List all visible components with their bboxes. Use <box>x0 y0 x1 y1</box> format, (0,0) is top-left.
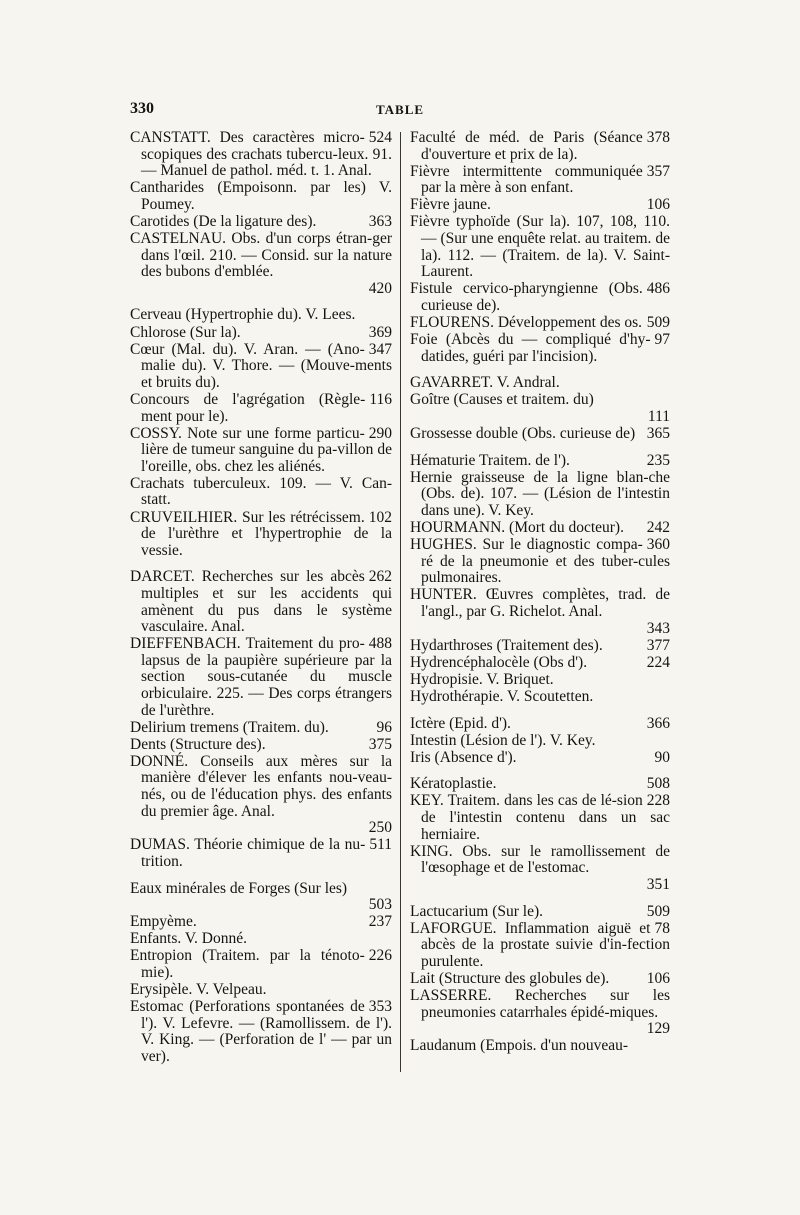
entry-text: Carotides (De la ligature des). <box>130 212 317 230</box>
entry-text: Chlorose (Sur la). <box>130 323 241 341</box>
index-entry <box>410 520 670 537</box>
entry-text: Hématurie Traitem. de l'). <box>410 451 570 469</box>
index-entry <box>410 638 670 655</box>
entry-text: Intestin (Lésion de l'). V. Key. <box>410 731 596 749</box>
entry-text: Ictère (Epid. d'). <box>410 714 511 732</box>
entry-text: Hydarthroses (Traitement des). <box>410 636 603 654</box>
entry-page-ref: 262 <box>368 568 392 586</box>
entry-page-ref: 420 <box>368 279 392 297</box>
entry-page-ref: 235 <box>646 451 670 469</box>
entry-text: Dents (Structure des). <box>130 735 266 753</box>
index-column-left <box>130 130 392 1080</box>
index-entry <box>410 733 670 750</box>
entry-text: Hydrothérapie. V. Scoutetten. <box>410 688 594 705</box>
entry-page-ref: 486 <box>646 280 670 298</box>
index-entry <box>130 180 392 213</box>
page-header <box>130 100 670 122</box>
entry-text: Delirium tremens (Traitem. du). <box>130 718 329 736</box>
entry-text: HUNTER. Œuvres complètes, trad. de l'angl., par G. Richelot. Anal. <box>410 586 670 621</box>
entry-text: CANSTATT. Des caractères micro-scopiques des crachats tubercu-leux. 91. — Manuel de pathol. méd. t. 1. Anal. <box>130 130 392 180</box>
index-entry <box>410 971 670 988</box>
entry-page-ref: 290 <box>368 424 392 442</box>
entry-text: Estomac (Perforations spontanées de l'). V. Lefevre. — (Ramollissem. de l'). V. King. — (Perforation de l' — par un ver). <box>130 998 392 1065</box>
entry-text: Crachats tuberculeux. 109. — V. Can-statt. <box>130 474 392 509</box>
entry-text: Fièvre intermittente communiquée par la mère à son enfant. <box>410 162 643 197</box>
entry-page-ref: 366 <box>646 714 670 732</box>
index-entry <box>410 470 670 520</box>
entry-page-ref: 503 <box>368 896 392 914</box>
entry-page-ref: 524 <box>368 130 392 146</box>
entry-text: Cantharides (Empoisonn. par les) V. Poumey. <box>130 179 392 213</box>
entry-page-ref: 102 <box>368 508 392 526</box>
index-entry <box>130 982 392 999</box>
entry-page-ref: 347 <box>368 340 392 358</box>
index-entry <box>130 914 392 931</box>
index-entry <box>130 754 392 837</box>
entry-page-ref: 508 <box>646 775 670 793</box>
entry-text: Cœur (Mal. du). V. Aran. — (Ano-malie du). V. Thore. — (Mouve-ments et bruits du). <box>130 340 392 391</box>
index-entry <box>410 844 670 894</box>
index-entry <box>410 587 670 637</box>
entry-page-ref: 357 <box>646 162 670 180</box>
entry-page-ref: 377 <box>646 636 670 654</box>
entry-text: Iris (Absence d'). <box>410 748 517 766</box>
entry-text: CASTELNAU. Obs. d'un corps étran-ger dans l'œil. 210. — Consid. sur la nature des bubons d'emblée. <box>130 230 392 281</box>
entry-page-ref: 363 <box>368 212 392 230</box>
entry-page-ref: 237 <box>368 913 392 931</box>
index-entry <box>130 307 392 324</box>
index-entry <box>410 1038 670 1055</box>
index-entry <box>130 720 392 737</box>
index-entry <box>410 392 670 425</box>
entry-text: KING. Obs. sur le ramollissement de l'œsophage et de l'estomac. <box>410 842 670 877</box>
index-entry <box>410 689 670 706</box>
index-column-right <box>410 130 670 1080</box>
index-entry <box>410 750 670 767</box>
entry-page-ref: 129 <box>646 1020 670 1038</box>
index-entry <box>410 197 670 214</box>
entry-text: Erysipèle. V. Velpeau. <box>130 981 267 999</box>
entry-text: Hernie graisseuse de la ligne blan-che (Obs. de). 107. — (Lésion de l'intestin dans une). V. Key. <box>410 468 670 519</box>
index-entry <box>410 281 670 314</box>
index-entry <box>410 776 670 793</box>
index-entry <box>130 999 392 1065</box>
entry-text: Eaux minérales de Forges (Sur les) <box>130 879 348 897</box>
index-entry <box>410 426 670 443</box>
index-entry <box>410 375 670 392</box>
entry-page-ref: 106 <box>646 196 670 214</box>
entry-text: GAVARRET. V. Andral. <box>410 374 560 392</box>
entry-page-ref: 365 <box>646 425 670 443</box>
entry-text: DARCET. Recherches sur les abcès multiples et sur les accidents qui amènent du pus dans le système vasculaire. Anal. <box>130 568 392 636</box>
entry-text: FLOURENS. Développement des os. <box>410 314 643 332</box>
entry-text: CRUVEILHIER. Sur les rétrécissem. de l'urèthre et l'hypertrophie de la vessie. <box>130 508 392 559</box>
entry-page-ref: 250 <box>368 819 392 837</box>
column-divider <box>400 132 401 1072</box>
entry-page-ref: 351 <box>646 875 670 893</box>
entry-page-ref: 111 <box>647 408 670 425</box>
index-entry <box>130 737 392 754</box>
index-entry <box>130 510 392 560</box>
index-entry <box>410 921 670 971</box>
entry-page-ref: 226 <box>368 947 392 965</box>
index-entry <box>410 537 670 587</box>
entry-page-ref: 375 <box>368 735 392 753</box>
entry-text: LAFORGUE. Inflammation aiguë et abcès de la prostate suivie d'in-fection purulente. <box>410 919 670 970</box>
index-entry <box>130 931 392 948</box>
entry-text: Empyème. <box>130 913 197 931</box>
entry-text: COSSY. Note sur une forme particu-lière de tumeur sanguine du pa-villon de l'oreille, obs. chez les aliénés. <box>130 424 392 475</box>
entry-text: HUGHES. Sur le diagnostic compa-ré de la pneumonie et des tuber-cules pulmonaires. <box>410 536 670 587</box>
entry-text: Laudanum (Empois. d'un nouveau- <box>410 1037 629 1055</box>
entry-text: Faculté de méd. de Paris (Séance d'ouverture et prix de la). <box>410 130 643 163</box>
index-entry <box>130 837 392 870</box>
entry-page-ref: 488 <box>368 635 392 653</box>
index-entry <box>130 342 392 392</box>
entry-text: LASSERRE. Recherches sur les pneumonies catarrhales épidé-miques. <box>410 987 670 1021</box>
index-entry <box>130 881 392 914</box>
entry-page-ref: 228 <box>646 792 670 810</box>
entry-text: Entropion (Traitem. par la ténoto-mie). <box>130 947 365 981</box>
index-entry <box>410 716 670 733</box>
entry-page-ref: 353 <box>368 998 392 1016</box>
entry-page-ref: 511 <box>369 836 392 854</box>
entry-text: Lait (Structure des globules de). <box>410 969 610 987</box>
entry-text: Fièvre typhoïde (Sur la). 107, 108, 110. — (Sur une enquête relat. au traitem. de la). 112. — (Traitem. de la). V. Saint-Laurent. <box>410 213 670 281</box>
index-entry <box>410 904 670 921</box>
index-entry <box>410 453 670 470</box>
index-entry <box>410 130 670 163</box>
index-entry <box>410 672 670 689</box>
index-entry <box>130 392 392 425</box>
entry-page-ref: 224 <box>646 653 670 671</box>
entry-page-ref: 90 <box>654 748 670 766</box>
entry-page-ref: 116 <box>369 390 392 408</box>
entry-page-ref: 78 <box>654 919 670 937</box>
index-entry <box>410 164 670 197</box>
entry-text: Enfants. V. Donné. <box>130 930 247 948</box>
entry-text: DUMAS. Théorie chimique de la nu-trition. <box>130 836 366 870</box>
entry-text: Fièvre jaune. <box>410 196 491 214</box>
entry-text: Hydropisie. V. Briquet. <box>410 670 554 688</box>
entry-page-ref: 369 <box>368 323 392 341</box>
index-entry <box>410 793 670 843</box>
index-entry <box>130 130 392 180</box>
index-entry <box>130 476 392 509</box>
running-title: TABLE <box>375 102 425 117</box>
entry-text: Grossesse double (Obs. curieuse de) <box>410 425 636 443</box>
entry-text: Kératoplastie. <box>410 775 497 793</box>
index-entry <box>130 325 392 342</box>
index-entry <box>410 214 670 280</box>
entry-text: Goître (Causes et traitem. du) <box>410 391 594 409</box>
index-entry <box>410 332 670 365</box>
index-entry <box>410 655 670 672</box>
index-entry <box>130 948 392 981</box>
entry-text: Concours de l'agrégation (Règle-ment pour le). <box>130 390 366 425</box>
entry-page-ref: 96 <box>376 718 392 736</box>
entry-text: Cerveau (Hypertrophie du). V. Lees. <box>130 306 356 324</box>
entry-text: KEY. Traitem. dans les cas de lé-sion de l'intestin contenu dans un sac herniaire. <box>410 792 670 843</box>
entry-text: DONNÉ. Conseils aux mères sur la manière d'élever les enfants nou-veau-nés, ou de l'éducation phys. des enfants du premier âge. Anal. <box>130 752 392 820</box>
index-entry <box>130 426 392 476</box>
entry-page-ref: 106 <box>646 969 670 987</box>
entry-text: Hydrencéphalocèle (Obs d'). <box>410 653 588 671</box>
entry-page-ref: 242 <box>646 519 670 537</box>
entry-page-ref: 360 <box>646 536 670 554</box>
index-entry <box>410 315 670 332</box>
entry-page-ref: 509 <box>646 314 670 332</box>
entry-text: Lactucarium (Sur le). <box>410 902 543 920</box>
index-entry <box>130 569 392 635</box>
entry-page-ref: 509 <box>646 902 670 920</box>
entry-text: HOURMANN. (Mort du docteur). <box>410 519 624 537</box>
entry-text: DIEFFENBACH. Traitement du pro-lapsus de la paupière supérieure par la section sous-cutanée du muscle orbiculaire. 225. — Des corps étrangers de l'urèthre. <box>130 635 392 719</box>
index-entry <box>130 231 392 297</box>
entry-page-ref: 378 <box>646 130 670 146</box>
entry-page-ref: 97 <box>654 331 670 349</box>
entry-text: Foie (Abcès du — compliqué d'hy-datides, guéri par l'incision). <box>410 331 651 365</box>
entry-text: Fistule cervico-pharyngienne (Obs. curieuse de). <box>410 280 643 314</box>
page-number: 330 <box>130 100 154 117</box>
index-entry <box>130 636 392 719</box>
index-entry <box>410 988 670 1038</box>
entry-page-ref: 343 <box>646 619 670 637</box>
index-entry <box>130 214 392 231</box>
